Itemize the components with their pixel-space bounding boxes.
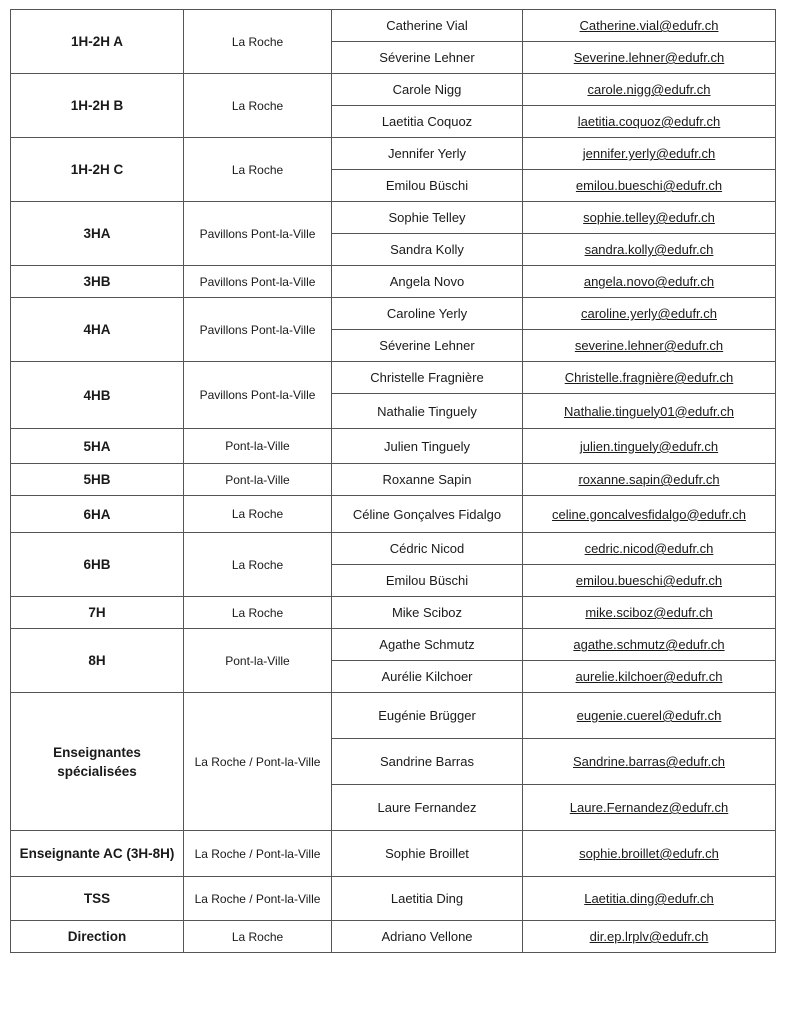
class-line: spécialisées (57, 763, 137, 779)
site-cell: La Roche (184, 921, 332, 953)
email-link[interactable]: Catherine.vial@edufr.ch (579, 18, 719, 33)
email-cell (523, 831, 776, 877)
email-link[interactable]: Laure.Fernandez@edufr.ch (569, 800, 729, 815)
site-cell: Pavillons Pont-la-Ville (184, 362, 332, 429)
email-cell (523, 597, 776, 629)
table-row (11, 10, 776, 42)
class-cell: 4HA (11, 298, 184, 362)
email-cell (523, 739, 776, 785)
teacher-name: Carole Nigg (332, 74, 523, 106)
teacher-name: Roxanne Sapin (332, 464, 523, 496)
class-cell: 3HA (11, 202, 184, 266)
teacher-name: Aurélie Kilchoer (332, 661, 523, 693)
class-cell: 7H (11, 597, 184, 629)
email-link[interactable]: laetitia.coquoz@edufr.ch (577, 114, 721, 129)
email-link[interactable]: Sandrine.barras@edufr.ch (573, 754, 725, 769)
table-row (11, 298, 776, 330)
email-cell (523, 330, 776, 362)
table-row (11, 921, 776, 953)
site-cell: La Roche / Pont-la-Ville (184, 831, 332, 877)
email-link[interactable]: caroline.yerly@edufr.ch (580, 306, 718, 321)
email-link[interactable]: agathe.schmutz@edufr.ch (573, 637, 725, 652)
class-cell: 3HB (11, 266, 184, 298)
teacher-name: Sandra Kolly (332, 234, 523, 266)
email-cell (523, 661, 776, 693)
email-cell (523, 234, 776, 266)
email-cell (523, 298, 776, 330)
site-cell: La Roche (184, 496, 332, 533)
teacher-name: Emilou Büschi (332, 170, 523, 202)
teacher-name: Laetitia Ding (332, 877, 523, 921)
teacher-name: Séverine Lehner (332, 42, 523, 74)
site-cell: Pont-la-Ville (184, 464, 332, 496)
teacher-name: Cédric Nicod (332, 533, 523, 565)
email-cell (523, 429, 776, 464)
class-cell: 4HB (11, 362, 184, 429)
site-cell: La Roche (184, 597, 332, 629)
email-link[interactable]: Christelle.fragnière@edufr.ch (564, 370, 734, 385)
class-cell: 8H (11, 629, 184, 693)
teacher-name: Sophie Telley (332, 202, 523, 234)
email-link[interactable]: aurelie.kilchoer@edufr.ch (575, 669, 723, 684)
site-cell: La Roche (184, 10, 332, 74)
table-row (11, 496, 776, 533)
email-link[interactable]: cedric.nicod@edufr.ch (584, 541, 714, 556)
teacher-name: Séverine Lehner (332, 330, 523, 362)
email-link[interactable]: celine.goncalvesfidalgo@edufr.ch (552, 506, 746, 522)
email-link[interactable]: mike.sciboz@edufr.ch (585, 605, 713, 620)
teacher-name: Caroline Yerly (332, 298, 523, 330)
table-row (11, 597, 776, 629)
email-link[interactable]: dir.ep.lrplv@edufr.ch (589, 929, 709, 944)
email-link[interactable]: carole.nigg@edufr.ch (587, 82, 711, 97)
teacher-name: Christelle Fragnière (332, 362, 523, 394)
email-link[interactable]: emilou.bueschi@edufr.ch (575, 573, 723, 588)
email-cell (523, 42, 776, 74)
teacher-name: Laure Fernandez (332, 785, 523, 831)
email-link[interactable]: emilou.bueschi@edufr.ch (575, 178, 723, 193)
site-cell: Pavillons Pont-la-Ville (184, 298, 332, 362)
teacher-name: Sophie Broillet (332, 831, 523, 877)
teacher-name: Emilou Büschi (332, 565, 523, 597)
site-cell: La Roche / Pont-la-Ville (184, 877, 332, 921)
email-cell (523, 362, 776, 394)
email-cell (523, 138, 776, 170)
email-link[interactable]: angela.novo@edufr.ch (583, 274, 715, 289)
email-cell (523, 785, 776, 831)
email-link[interactable]: jennifer.yerly@edufr.ch (582, 146, 716, 161)
class-cell: 6HA (11, 496, 184, 533)
site-cell: La Roche / Pont-la-Ville (184, 693, 332, 831)
teacher-name: Céline Gonçalves Fidalgo (332, 496, 523, 533)
email-link[interactable]: Laetitia.ding@edufr.ch (584, 891, 714, 906)
class-cell: Direction (11, 921, 184, 953)
teacher-name: Angela Novo (332, 266, 523, 298)
email-link[interactable]: roxanne.sapin@edufr.ch (578, 472, 720, 487)
table-row (11, 362, 776, 394)
table-row (11, 202, 776, 234)
email-link[interactable]: Nathalie.tinguely01@edufr.ch (563, 403, 735, 419)
email-cell (523, 106, 776, 138)
class-cell: 1H-2H C (11, 138, 184, 202)
table-row (11, 138, 776, 170)
email-link[interactable]: Severine.lehner@edufr.ch (573, 50, 725, 65)
site-cell: Pont-la-Ville (184, 429, 332, 464)
email-cell (523, 877, 776, 921)
email-link[interactable]: sandra.kolly@edufr.ch (584, 242, 714, 257)
site-cell: Pavillons Pont-la-Ville (184, 202, 332, 266)
teacher-name: Adriano Vellone (332, 921, 523, 953)
email-link[interactable]: sophie.telley@edufr.ch (583, 210, 715, 225)
email-cell (523, 496, 776, 533)
email-link[interactable]: sophie.broillet@edufr.ch (579, 846, 719, 861)
teacher-name: Agathe Schmutz (332, 629, 523, 661)
class-cell: 1H-2H A (11, 10, 184, 74)
site-cell: La Roche (184, 138, 332, 202)
email-cell (523, 921, 776, 953)
email-cell (523, 464, 776, 496)
site-cell: La Roche (184, 74, 332, 138)
email-cell (523, 266, 776, 298)
table-row (11, 464, 776, 496)
site-cell: Pavillons Pont-la-Ville (184, 266, 332, 298)
teacher-name: Mike Sciboz (332, 597, 523, 629)
email-cell (523, 170, 776, 202)
table-row (11, 629, 776, 661)
teacher-directory-table (10, 9, 776, 953)
class-cell (11, 693, 184, 831)
email-cell (523, 629, 776, 661)
class-cell: 5HA (11, 429, 184, 464)
class-cell: 6HB (11, 533, 184, 597)
table-row (11, 533, 776, 565)
site-cell: Pont-la-Ville (184, 629, 332, 693)
class-line: Enseignantes (53, 744, 141, 760)
email-cell (523, 565, 776, 597)
table-row (11, 74, 776, 106)
class-cell: 5HB (11, 464, 184, 496)
email-link[interactable]: eugenie.cuerel@edufr.ch (576, 708, 722, 723)
email-cell (523, 10, 776, 42)
email-link[interactable]: julien.tinguely@edufr.ch (579, 438, 719, 454)
class-cell: TSS (11, 877, 184, 921)
email-cell (523, 394, 776, 429)
table-row (11, 429, 776, 464)
teacher-name: Nathalie Tinguely (332, 394, 523, 429)
email-cell (523, 74, 776, 106)
teacher-name: Eugénie Brügger (332, 693, 523, 739)
teacher-name: Julien Tinguely (332, 429, 523, 464)
email-cell (523, 533, 776, 565)
site-cell: La Roche (184, 533, 332, 597)
teacher-name: Catherine Vial (332, 10, 523, 42)
teacher-name: Laetitia Coquoz (332, 106, 523, 138)
email-cell (523, 693, 776, 739)
table-row (11, 266, 776, 298)
teacher-name: Sandrine Barras (332, 739, 523, 785)
table-row (11, 831, 776, 877)
class-cell: Enseignante AC (3H-8H) (11, 831, 184, 877)
table-row (11, 693, 776, 739)
email-link[interactable]: severine.lehner@edufr.ch (574, 338, 724, 353)
table-row (11, 877, 776, 921)
teacher-name: Jennifer Yerly (332, 138, 523, 170)
email-cell (523, 202, 776, 234)
class-cell: 1H-2H B (11, 74, 184, 138)
